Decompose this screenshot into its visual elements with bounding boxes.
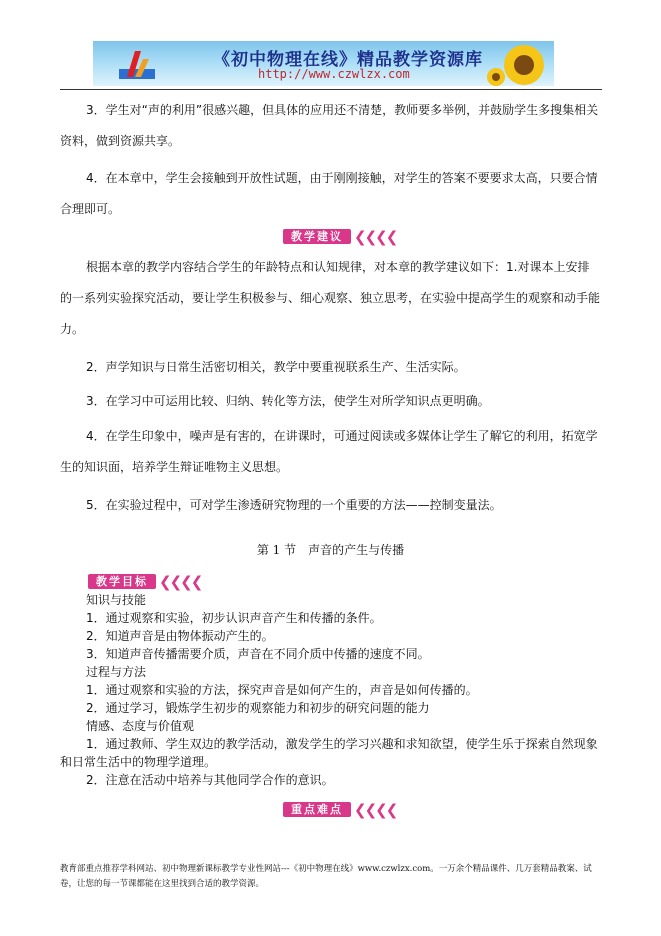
tag-key-difficult-label: 重点难点 (283, 802, 351, 817)
process-item-2: 2．通过学习，锻炼学生初步的观察能力和初步的研究问题的能力 (86, 701, 430, 715)
advice-paragraph-2: 2．声学知识与日常生活密切相关，教学中要重视联系生产、生活实际。 (86, 360, 466, 374)
advice-paragraph-4: 4．在学生印象中，噪声是有害的，在讲课时，可通过阅读或多媒体让学生了解它的利用，拓宽学生的知识面，培养学生辩证唯物主义思想。 (60, 429, 598, 474)
emotion-item-1: 1．通过教师、学生双边的教学活动，激发学生的学习兴趣和求知欲望，使学生乐于探索自然现象和日常生活中的物理学道理。 (60, 737, 598, 769)
site-url[interactable]: http://www.czwlzx.com (258, 67, 410, 81)
advice-paragraph-1: 根据本章的教学内容结合学生的年龄特点和认知规律，对本章的教学建议如下：1.对课本上安排的一系列实验探究活动，要让学生积极参与、细心观察、独立思考，在实验中提高学生的观察和动手能力。 (60, 260, 601, 336)
tag-teaching-advice-label: 教学建议 (283, 229, 351, 244)
page-footer: 教育部重点推荐学科网站、初中物理新课标教学专业性网站---《初中物理在线》www.czwlzx.com。一万余个精品课件、几万套精品教案、试卷，让您的每一节课都能在这里找到合适的教学资源。 (60, 864, 592, 889)
tag-teaching-advice (283, 228, 396, 245)
header-banner (93, 41, 554, 86)
sunflower-icon (484, 41, 554, 86)
tag-key-difficult (283, 801, 396, 818)
process-item-1: 1．通过观察和实验的方法，探究声音是如何产生的，声音是如何传播的。 (86, 683, 478, 697)
knowledge-item-1: 1．通过观察和实验，初步认识声音产生和传播的条件。 (86, 611, 382, 625)
knowledge-heading: 知识与技能 (86, 593, 147, 607)
tag-teaching-goals (88, 573, 201, 590)
tag-teaching-goals-label: 教学目标 (88, 574, 156, 589)
advice-paragraph-3: 3．在学习中可运用比较、归纳、转化等方法，使学生对所学知识点更明确。 (86, 394, 490, 408)
process-heading: 过程与方法 (86, 665, 147, 679)
site-logo-icon (117, 47, 157, 81)
paragraph-3: 3．学生对“声的利用”很感兴趣，但具体的应用还不清楚，教师要多举例，并鼓励学生多搜集相关资料，做到资源共享。 (60, 103, 599, 148)
chevrons-icon: ❮❮❮❮ (159, 572, 202, 591)
site-title: 《初中物理在线》精品教学资源库 (213, 50, 483, 70)
section-title: 第 1 节 声音的产生与传播 (256, 543, 405, 557)
advice-paragraph-5: 5．在实验过程中，可对学生渗透研究物理的一个重要的方法——控制变量法。 (86, 498, 502, 512)
knowledge-item-3: 3．知道声音传播需要介质，声音在不同介质中传播的速度不同。 (86, 647, 430, 661)
header-divider (60, 89, 602, 90)
emotion-heading: 情感、态度与价值观 (86, 719, 195, 733)
chevrons-icon: ❮❮❮❮ (354, 227, 397, 246)
knowledge-item-2: 2．知道声音是由物体振动产生的。 (86, 629, 274, 643)
paragraph-4: 4．在本章中，学生会接触到开放性试题，由于刚刚接触，对学生的答案不要要求太高，只要合情合理即可。 (60, 171, 598, 216)
chevrons-icon: ❮❮❮❮ (354, 800, 397, 819)
emotion-item-2: 2．注意在活动中培养与其他同学合作的意识。 (86, 773, 334, 787)
